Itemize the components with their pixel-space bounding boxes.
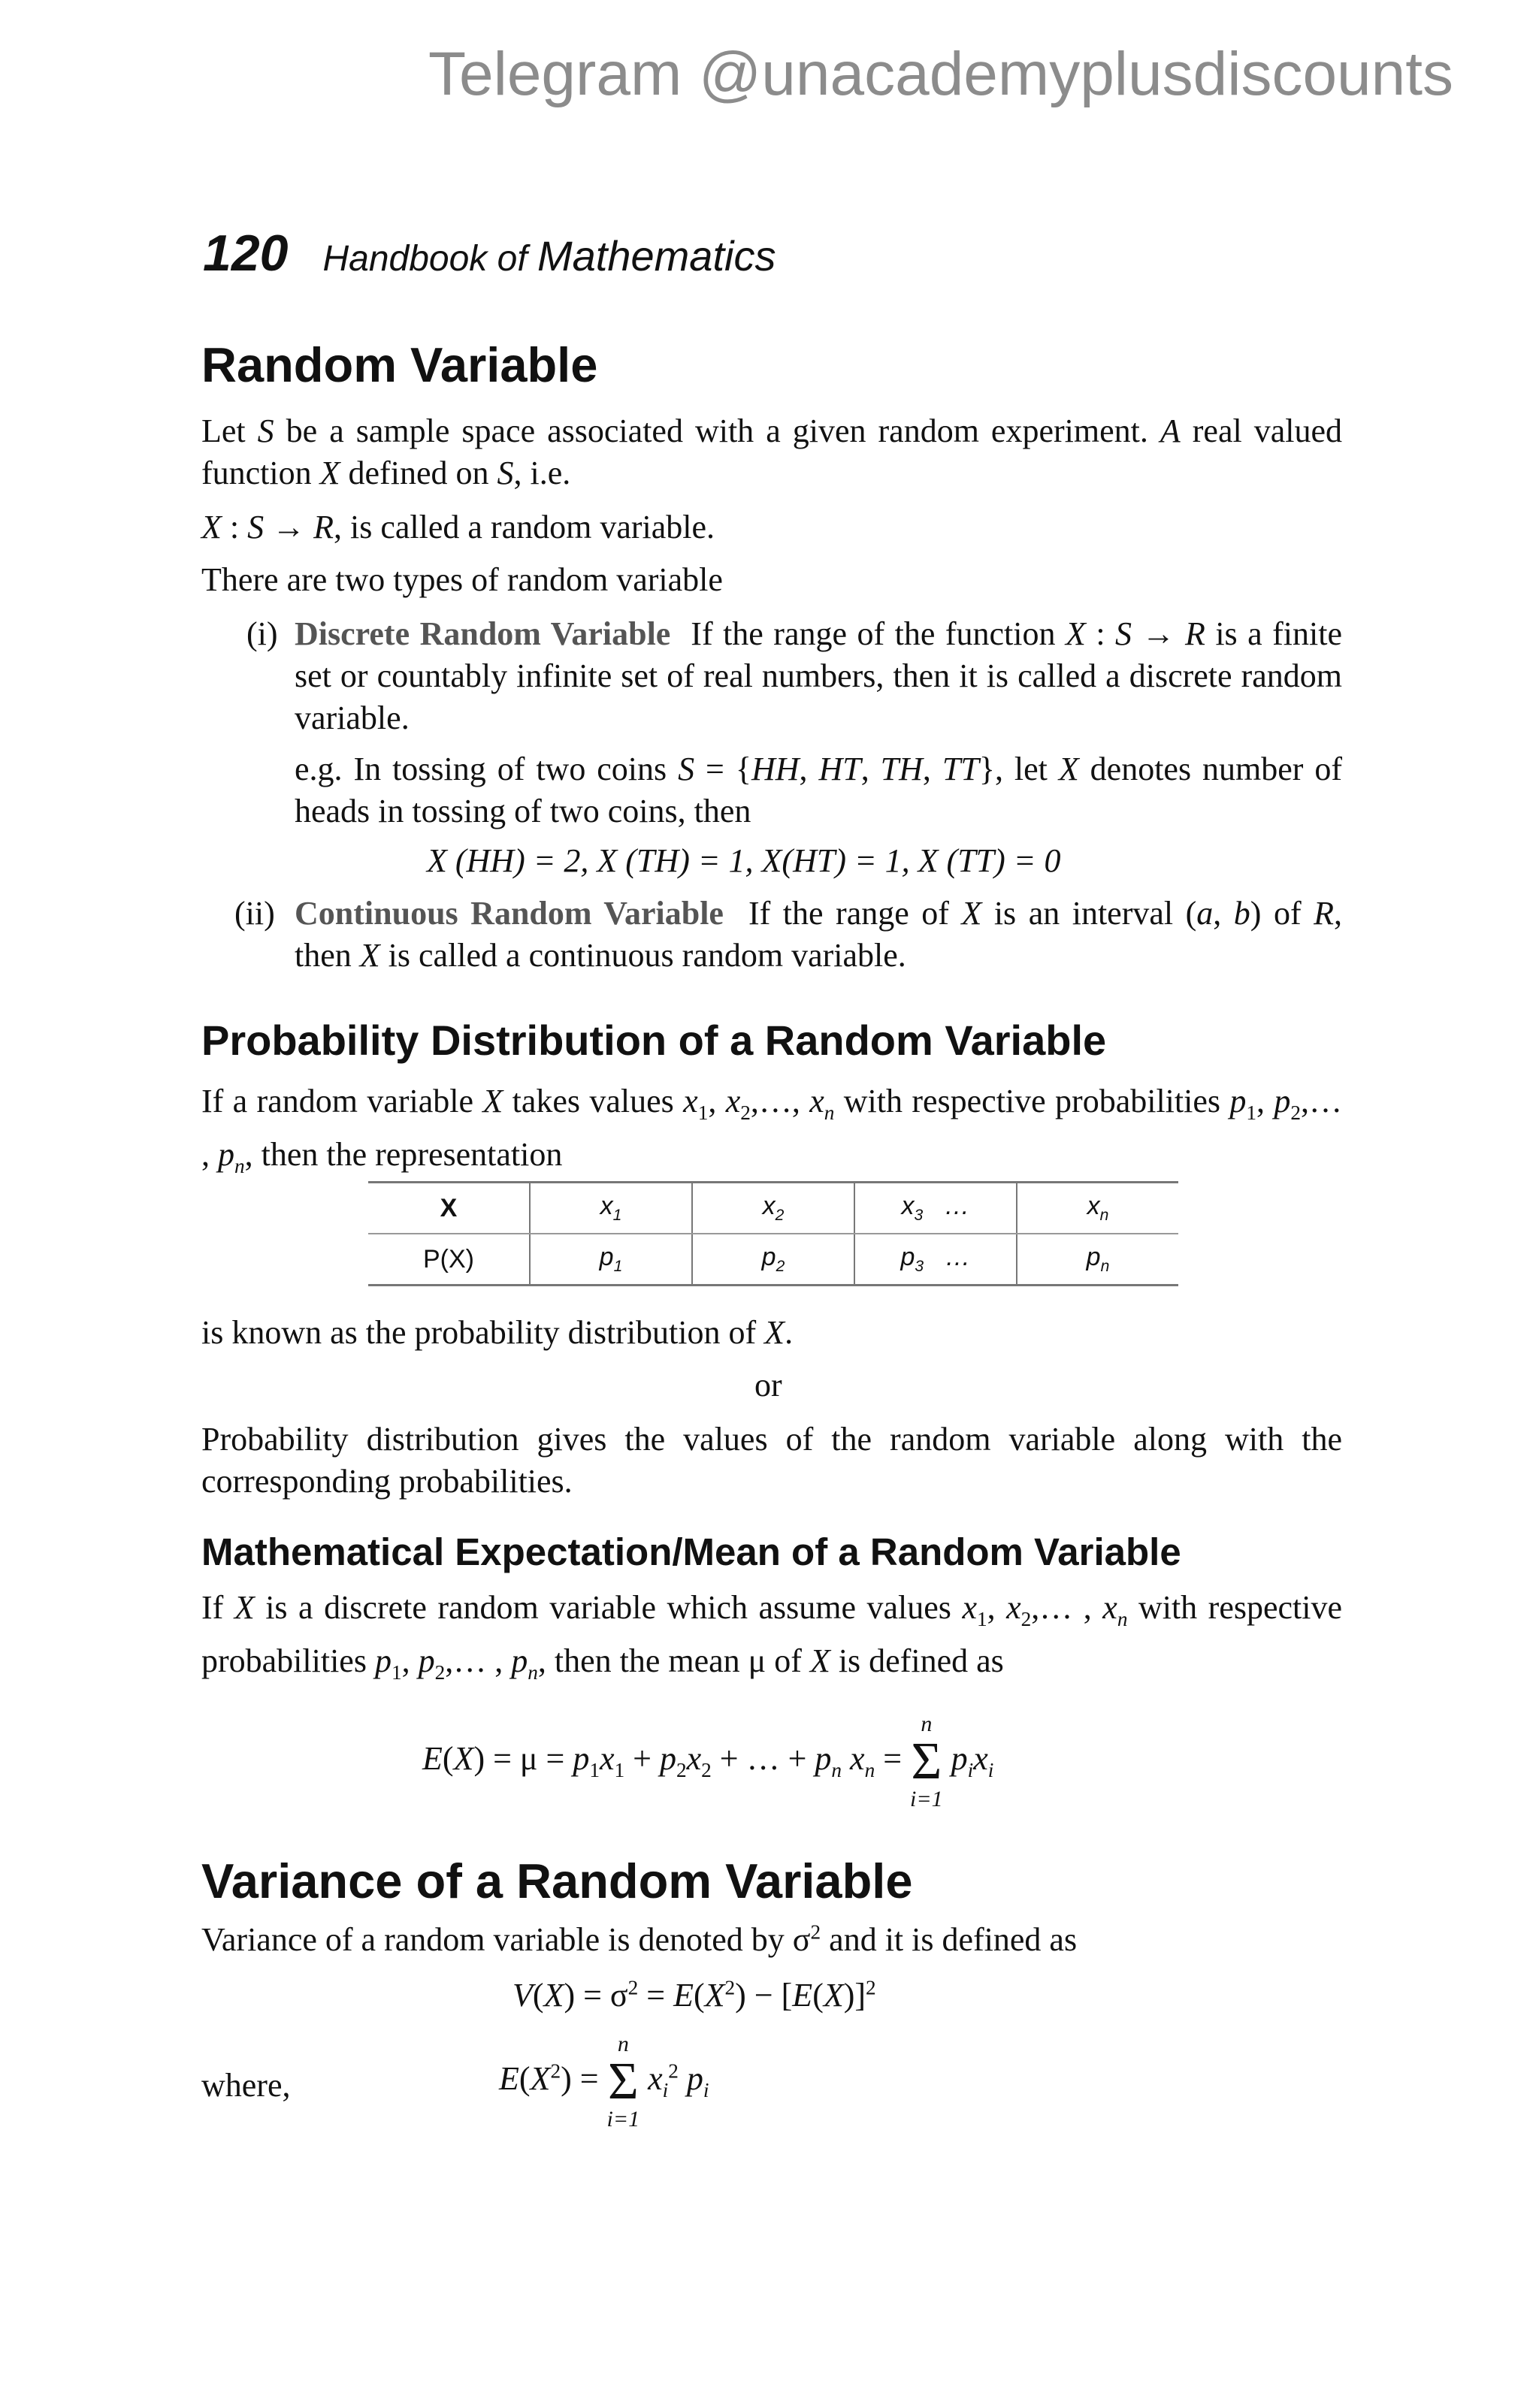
rv-intro [201,410,1342,494]
heading-random-variable: Random Variable [201,337,598,392]
rv-types-intro: There are two types of random variable [201,561,723,598]
variance-formula: $V(X) = \sigma^2 = E(X^2) - [E(X)]^2$ [512,1976,876,2014]
page-number: 120 [203,225,289,282]
table-cell: $p_3$ … [854,1234,1017,1286]
rv-mapping-line: X : S → R, is called a random variable. [201,509,715,545]
table-header-x: X [368,1183,530,1234]
expectation-formula: $E(X) = \mu = p_1x_1 + p_2x_2$ + … + $p_n$ $x_n$ = n Σ i=1 $p_ix_i$ [422,1712,994,1811]
table-cell: $x_3$ … [854,1183,1017,1234]
heading-variance: Variance of a Random Variable [201,1854,913,1908]
or-separator: or [754,1367,782,1403]
running-header [203,224,776,282]
continuous-text: If the range of X is an interval (a, b) of R, then X is called a continuous random variable. [295,895,1343,974]
table-cell: $x_n$ [1017,1183,1178,1234]
discrete-text: If the range of the function X : S → R is a finite set or countably infinite set of real numbers, then it is called a discrete random variable. [295,615,1343,736]
rv-mapping-tail: , is called a random variable. [334,509,715,545]
rv-mapping: X [201,509,222,545]
watermark: Telegram @unacademyplusdiscounts [428,40,1454,108]
where-label: where, [201,2067,291,2104]
table-cell: $p_n$ [1017,1234,1178,1286]
distribution-intro: If a random variable X takes values $x_1$, $x_2,\dots$, $x_n$ with respective probabilities $p_1$, $p_2,\dots$ , $p_n$, then the representation [201,1083,1342,1177]
distribution-known-as: is known as the probability distribution of X. [201,1314,794,1351]
discrete-example: e.g. In tossing of two coins S = {HH, HT, TH, TT}, let X denotes number of heads in tossing of two coins, then [295,751,1343,829]
table-row [368,1183,1178,1234]
rv-intro-text: Let S be a sample space associated with a given random experiment. A real valued function X defined on S, i.e. [201,412,1342,491]
summation-symbol: n Σ i=1 [910,1712,943,1811]
continuous-rv-item [234,893,1343,977]
summation-symbol: n Σ i=1 [606,2032,640,2132]
continuous-term: Continuous Random Variable [295,895,724,932]
discrete-number: (i) [246,615,278,652]
expectation-intro: If X is a discrete random variable which assume values $x_1$, $x_2,\dots$ , $x_n$ with respective probabilities $p_1$, $p_2,\dots$ , $p_n$, then the mean μ of X is defined as [201,1589,1343,1684]
discrete-term: Discrete Random Variable [295,615,671,652]
continuous-number: (ii) [234,895,275,932]
table-row [368,1234,1178,1286]
distribution-alt-definition: Probability distribution gives the values of the random variable along with the corresponding probabilities. [201,1421,1342,1500]
distribution-table [368,1181,1178,1286]
table-cell: $p_1$ [530,1234,692,1286]
heading-expectation: Mathematical Expectation/Mean of a Random Variable [201,1530,1181,1573]
table-cell: $x_2$ [692,1183,854,1234]
ex2-formula: $E(X^2)$ = n Σ i=1 $x_i^2$ $p_i$ [499,2032,709,2132]
table-cell: $x_1$ [530,1183,692,1234]
heading-probability-distribution: Probability Distribution of a Random Variable [201,1017,1107,1064]
discrete-rv-item [246,613,1343,739]
discrete-example-equation: X (HH) = 2, X (TH) = 1, X(HT) = 1, X (TT) = 0 [427,842,1061,879]
table-header-px: P(X) [368,1234,530,1286]
variance-intro: Variance of a random variable is denoted by $\sigma^2$ and it is defined as [201,1920,1078,1958]
book-title: Handbook of Mathematics [322,232,776,279]
table-cell: $p_2$ [692,1234,854,1286]
